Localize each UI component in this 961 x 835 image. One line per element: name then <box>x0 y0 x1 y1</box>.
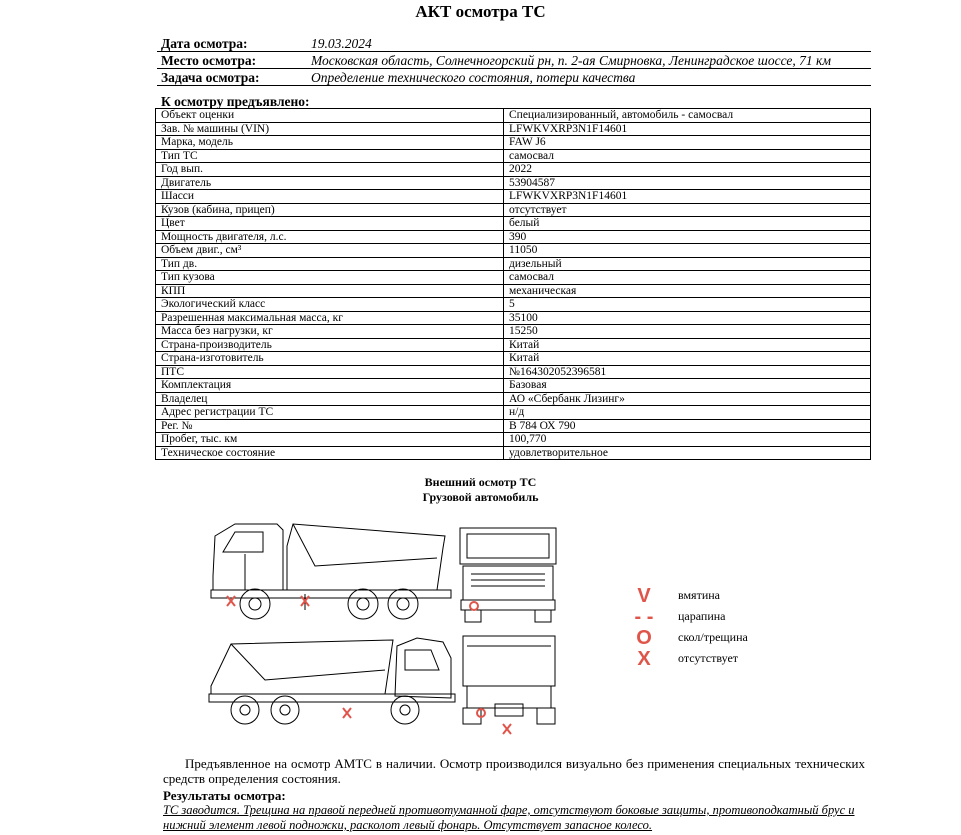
spec-label: Тип ТС <box>156 149 504 163</box>
spec-label: Масса без нагрузки, кг <box>156 325 504 339</box>
legend-label: царапина <box>678 609 726 623</box>
spec-label: Комплектация <box>156 379 504 393</box>
spec-label: Рег. № <box>156 419 504 433</box>
spec-value: самосвал <box>504 149 871 163</box>
spec-value: Китай <box>504 352 871 366</box>
spec-row <box>156 392 871 406</box>
spec-row <box>156 176 871 190</box>
spec-label: Марка, модель <box>156 136 504 150</box>
spec-value: отсутствует <box>504 203 871 217</box>
info-label: Задача осмотра: <box>157 69 307 86</box>
spec-label: Пробег, тыс. км <box>156 433 504 447</box>
spec-row <box>156 311 871 325</box>
spec-label: Адрес регистрации ТС <box>156 406 504 420</box>
spec-row <box>156 257 871 271</box>
spec-label: Тип кузова <box>156 271 504 285</box>
spec-value: FAW J6 <box>504 136 871 150</box>
vehicle-spec-table <box>155 108 871 460</box>
spec-value: дизельный <box>504 257 871 271</box>
spec-row <box>156 203 871 217</box>
spec-row <box>156 406 871 420</box>
spec-value: LFWKVXRP3N1F14601 <box>504 122 871 136</box>
spec-value: LFWKVXRP3N1F14601 <box>504 190 871 204</box>
legend-item <box>630 627 748 648</box>
spec-label: Страна-изготовитель <box>156 352 504 366</box>
truck-damage-diagram <box>205 518 565 740</box>
info-value: 19.03.2024 <box>307 35 871 52</box>
spec-value: АО «Сбербанк Лизинг» <box>504 392 871 406</box>
results-heading: Результаты осмотра: <box>163 788 286 803</box>
spec-value: В 784 ОХ 790 <box>504 419 871 433</box>
spec-value: 100,770 <box>504 433 871 447</box>
spec-row <box>156 338 871 352</box>
spec-value: №164302052396581 <box>504 365 871 379</box>
spec-value: белый <box>504 217 871 231</box>
spec-label: Экологический класс <box>156 298 504 312</box>
spec-label: ПТС <box>156 365 504 379</box>
missing-mark <box>343 708 351 718</box>
info-value: Московская область, Солнечногорский рн, п. 2-ая Смирновка, Ленинградское шоссе, 71 км <box>307 52 871 69</box>
spec-value: Специализированный, автомобиль - самосвал <box>504 109 871 123</box>
spec-label: Техническое состояние <box>156 446 504 460</box>
inspection-title: Внешний осмотр ТС <box>424 475 537 489</box>
chip-crack-icon: О <box>636 626 652 649</box>
presented-heading: К осмотру предъявлено: <box>161 94 310 109</box>
legend-item <box>630 648 748 669</box>
spec-row <box>156 230 871 244</box>
legend-label: вмятина <box>678 588 720 602</box>
spec-row <box>156 325 871 339</box>
dent-icon: V <box>637 584 651 607</box>
info-row <box>157 52 871 69</box>
spec-label: Шасси <box>156 190 504 204</box>
spec-row <box>156 419 871 433</box>
spec-row <box>156 190 871 204</box>
spec-value: Базовая <box>504 379 871 393</box>
scratch-icon: - - <box>634 605 654 628</box>
spec-label: Объем двиг., см³ <box>156 244 504 258</box>
missing-mark <box>503 724 511 734</box>
spec-label: Двигатель <box>156 176 504 190</box>
spec-label: Мощность двигателя, л.с. <box>156 230 504 244</box>
truck-side-left-view <box>211 524 451 619</box>
spec-label: Зав. № машины (VIN) <box>156 122 504 136</box>
info-label: Место осмотра: <box>157 52 307 69</box>
spec-row <box>156 136 871 150</box>
info-row <box>157 69 871 86</box>
inspection-subtitle: Грузовой автомобиль <box>422 490 539 504</box>
spec-row <box>156 149 871 163</box>
legend-label: отсутствует <box>678 651 739 665</box>
info-label: Дата осмотра: <box>157 35 307 52</box>
spec-label: Разрешенная максимальная масса, кг <box>156 311 504 325</box>
results-text: ТС заводится. Трещина на правой передней противотуманной фаре, отсутствуют боковые защиты, противоподкатный брус и нижний элемент левой подножки, расколот левый фонарь. Отсутствует запасное колесо. <box>163 803 855 832</box>
spec-label: Страна-производитель <box>156 338 504 352</box>
spec-row <box>156 244 871 258</box>
spec-value: н/д <box>504 406 871 420</box>
spec-value: удовлетворительное <box>504 446 871 460</box>
spec-row <box>156 365 871 379</box>
spec-label: Владелец <box>156 392 504 406</box>
legend-label: скол/трещина <box>678 630 748 644</box>
spec-value: 2022 <box>504 163 871 177</box>
spec-label: Цвет <box>156 217 504 231</box>
spec-row <box>156 217 871 231</box>
spec-label: Объект оценки <box>156 109 504 123</box>
spec-value: 35100 <box>504 311 871 325</box>
spec-value: Китай <box>504 338 871 352</box>
spec-row <box>156 298 871 312</box>
spec-label: Тип дв. <box>156 257 504 271</box>
spec-row <box>156 284 871 298</box>
spec-label: Кузов (кабина, прицеп) <box>156 203 504 217</box>
spec-row <box>156 122 871 136</box>
info-value: Определение технического состояния, потери качества <box>307 69 871 86</box>
legend-item <box>630 585 748 606</box>
inspection-heading <box>0 475 961 505</box>
truck-front-view <box>460 528 556 622</box>
inspection-info-table <box>157 35 871 86</box>
damage-marks <box>227 596 511 734</box>
spec-row <box>156 379 871 393</box>
spec-row <box>156 433 871 447</box>
spec-value: самосвал <box>504 271 871 285</box>
spec-value: механическая <box>504 284 871 298</box>
spec-value: 390 <box>504 230 871 244</box>
missing-icon: Х <box>637 647 651 670</box>
spec-value: 5 <box>504 298 871 312</box>
spec-value: 11050 <box>504 244 871 258</box>
spec-row <box>156 446 871 460</box>
page-title: АКТ осмотра ТС <box>415 2 546 21</box>
spec-value: 15250 <box>504 325 871 339</box>
spec-row <box>156 352 871 366</box>
spec-row <box>156 271 871 285</box>
spec-label: КПП <box>156 284 504 298</box>
legend-item <box>630 606 748 627</box>
damage-legend <box>630 585 748 669</box>
spec-row <box>156 163 871 177</box>
spec-label: Год вып. <box>156 163 504 177</box>
spec-value: 53904587 <box>504 176 871 190</box>
chip-crack-mark <box>470 602 478 610</box>
info-row <box>157 35 871 52</box>
spec-row <box>156 109 871 123</box>
truck-side-right-view <box>209 638 455 724</box>
inspection-note: Предъявленное на осмотр АМТС в наличии. Осмотр производился визуально без применения специальных технических средств определения состояния. <box>163 756 865 786</box>
